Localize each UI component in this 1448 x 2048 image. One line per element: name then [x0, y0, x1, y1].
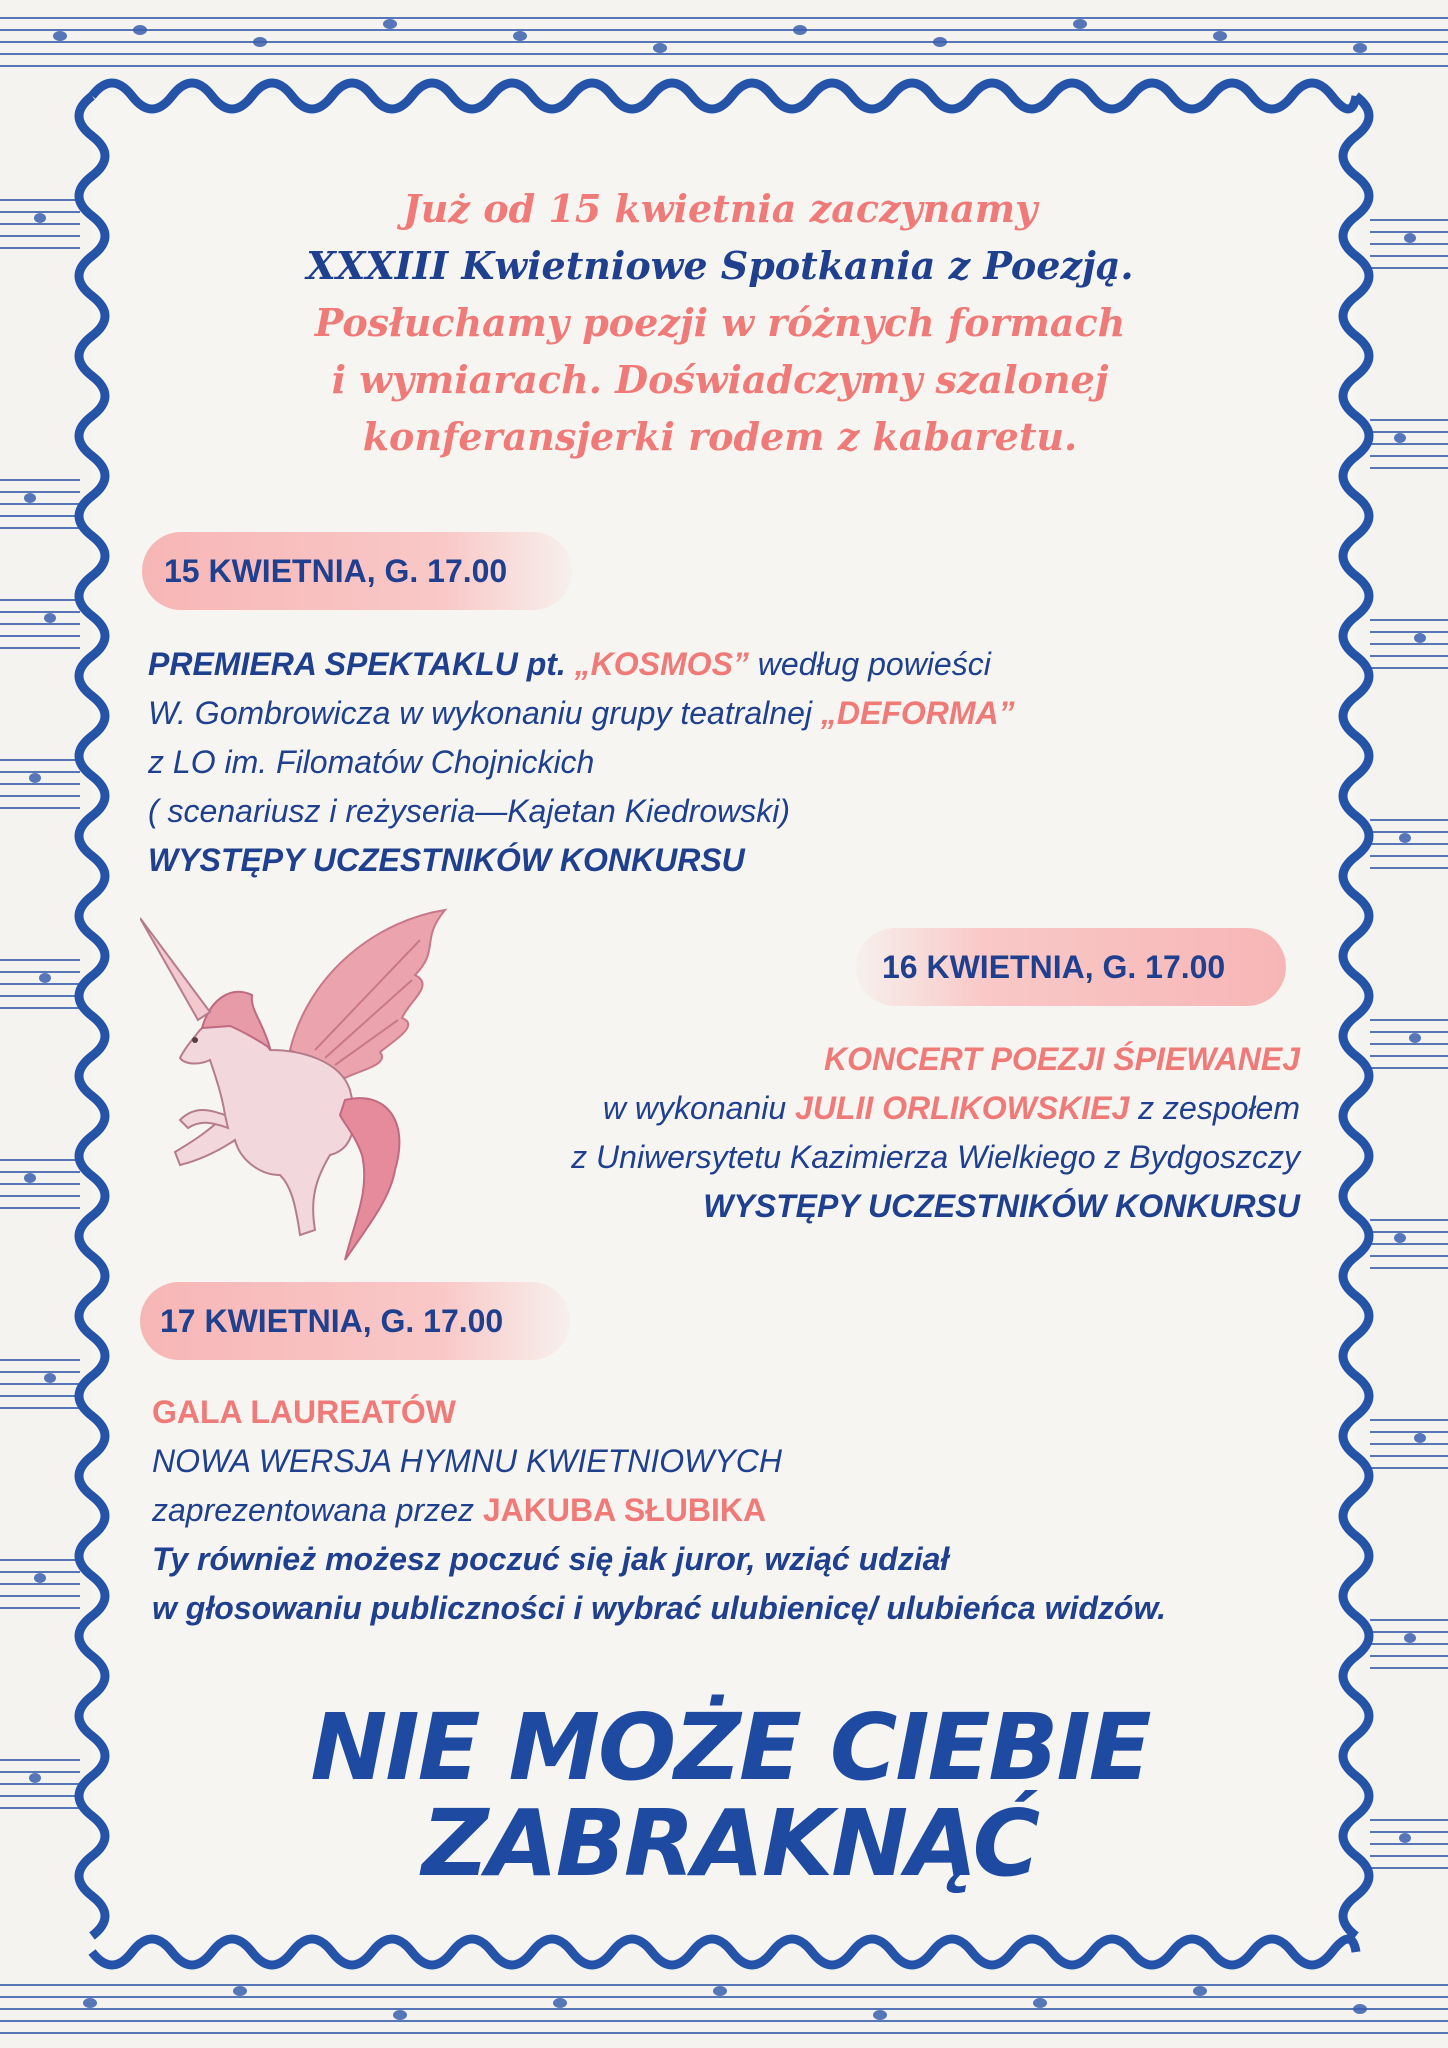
intro-text [160, 180, 1280, 465]
day2-performer-name: JULII ORLIKOWSKIEJ [795, 1090, 1130, 1126]
day1-premiere-label: PREMIERA SPEKTAKLU pt. [148, 646, 566, 682]
day1-line-4: ( scenariusz i reżyseria—Kajetan Kiedrowski) [148, 793, 790, 829]
day2-line-1: KONCERT POEZJI ŚPIEWANEJ [824, 1041, 1300, 1077]
day2-program [360, 1035, 1300, 1231]
day3-presenter-name: JAKUBA SŁUBIKA [482, 1492, 767, 1528]
day2-line-3: z Uniwersytetu Kazimierza Wielkiego z Bydgoszczy [571, 1139, 1300, 1175]
day2-performance-text: w wykonaniu [602, 1090, 787, 1126]
intro-line-2: XXXIII Kwietniowe Spotkania z Poezją. [306, 243, 1134, 288]
day1-program [148, 640, 1248, 885]
date-pill-day3: 17 KWIETNIA, G. 17.00 [140, 1282, 570, 1360]
day2-line-4: WYSTĘPY UCZESTNIKÓW KONKURSU [703, 1188, 1300, 1224]
intro-line-5: konferansjerki rodem z kabaretu. [362, 414, 1078, 459]
day1-deforma-title: „DEFORMA” [820, 695, 1015, 731]
day1-line-2 [148, 689, 1248, 738]
day1-gombrowicz-text: W. Gombrowicza w wykonaniu grupy teatralnej [148, 695, 812, 731]
day1-after-title: według powieści [757, 646, 991, 682]
day1-kosmos-title: „KOSMOS” [574, 646, 749, 682]
intro-line-4: i wymiarach. Doświadczymy szalonej [331, 357, 1109, 402]
closing-headline [140, 1694, 1320, 1897]
day3-line-1: GALA LAUREATÓW [152, 1394, 456, 1430]
day2-line-2 [360, 1084, 1300, 1133]
day3-line-3 [152, 1486, 1302, 1535]
intro-line-1: Już od 15 kwietnia zaczynamy [402, 186, 1038, 231]
day3-program [152, 1388, 1302, 1633]
day2-band-text: z zespołem [1138, 1090, 1300, 1126]
day3-line-2: NOWA WERSJA HYMNU KWIETNIOWYCH [152, 1443, 782, 1479]
day3-line-5: w głosowaniu publiczności i wybrać ulubienicę/ ulubieńca widzów. [152, 1590, 1167, 1626]
date-pill-day1: 15 KWIETNIA, G. 17.00 [142, 532, 572, 610]
headline-line-1: NIE MOŻE CIEBIE [310, 1694, 1150, 1801]
date-pill-day2: 16 KWIETNIA, G. 17.00 [856, 928, 1286, 1006]
day1-line-1 [148, 640, 1248, 689]
day3-line-4: Ty również możesz poczuć się jak juror, wziąć udział [152, 1541, 950, 1577]
day1-line-3: z LO im. Filomatów Chojnickich [148, 744, 595, 780]
day3-presented-by-text: zaprezentowana przez [152, 1492, 474, 1528]
headline-line-2: ZABRAKNĄĆ [421, 1790, 1039, 1897]
day1-line-5: WYSTĘPY UCZESTNIKÓW KONKURSU [148, 842, 745, 878]
intro-line-3: Posłuchamy poezji w różnych formach [314, 300, 1126, 345]
